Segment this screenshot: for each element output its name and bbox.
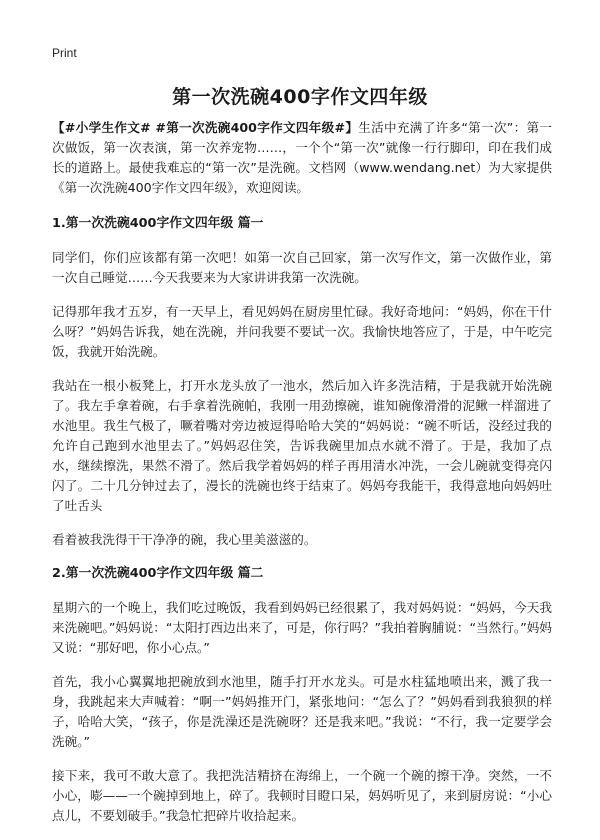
- intro-paragraph: [52, 118, 552, 198]
- section-paragraph: 首先，我小心翼翼地把碗放到水池里，随手打开水龙头。可是水柱猛地喷出来，溅了我一身，我跳起来大声喊着：“啊一”妈妈推开门，紧张地问：“怎么了？”妈妈看到我狼狈的样子，哈哈大笑，“孩子，你是洗澡还是洗碗呀？还是我来吧。”我说：“不行，我一定要学会洗碗。”: [52, 674, 552, 749]
- section-heading: 2.第一次洗碗400字作文四年级 篇二: [52, 566, 264, 581]
- section-paragraph: 我站在一根小板凳上，打开水龙头放了一池水，然后加入许多洗洁精，于是我就开始洗碗了。我左手拿着碗，右手拿着洗碗帕，我刚一用劲擦碗，谁知碗像滑滑的泥鳅一样溜进了水池里。我生气极了，噘着嘴对旁边被逗得哈哈大笑的“妈妈说：“碗不听话，没经过我的允许自己跑到水池里去了。”妈妈忍住笑，告诉我碗里加点水就不滑了。于是，我加了点水，继续擦洗，果然不滑了。然后我学着妈妈的样子再用清水冲洗，一会儿碗就变得亮闪闪了。二十几分钟过去了，漫长的洗碗也终于结束了。妈妈夸我能干，我得意地向妈妈吐了吐舌头: [52, 378, 552, 513]
- page-title: 第一次洗碗400字作文四年级: [172, 86, 428, 108]
- section-paragraph: 星期六的一个晚上，我们吃过晚饭，我看到妈妈已经很累了，我对妈妈说：“妈妈，今天我来洗碗吧。”妈妈说：“太阳打西边出来了，可是，你行吗？”我拍着胸脯说：“当然行。”妈妈又说：“那好吧，你小心点。”: [52, 600, 552, 655]
- section-heading: 1.第一次洗碗400字作文四年级 篇一: [52, 216, 264, 231]
- section-2: [52, 564, 552, 826]
- intro-text: 生活中充满了许多“第一次”：第一次做饭，第一次表演，第一次养宠物……，一个个“第一次”就像一行行脚印，印在我们成长的道路上。最使我难忘的“第一次”是洗碗。文档网（www.wendang.net）为大家提供《第一次洗碗400字作文四年级》，欢迎阅读。: [52, 120, 552, 195]
- section-paragraph: 同学们，你们应该都有第一次吧！如第一次自己回家，第一次写作文，第一次做作业，第一次自己睡觉……今天我要来为大家讲讲我第一次洗碗。: [52, 250, 552, 285]
- section-paragraph: 看着被我洗得干干净净的碗，我心里美滋滋的。: [52, 532, 317, 547]
- section-paragraph: 记得那年我才五岁，有一天早上，看见妈妈在厨房里忙碌。我好奇地问：“妈妈，你在干什么呀？”妈妈告诉我，她在洗碗，并问我要不要试一次。我愉快地答应了，于是，中午吃完饭，我就开始洗碗。: [52, 304, 552, 359]
- section-1: [52, 214, 552, 550]
- article-body: [52, 118, 552, 840]
- print-link[interactable]: Print: [52, 46, 77, 60]
- section-paragraph: 接下来，我可不敢大意了。我把洗洁精挤在海绵上，一个碗一个碗的擦干净。突然，一不小心，嘭——一个碗掉到地上，碎了。我顿时目瞪口呆，妈妈听见了，来到厨房说：“小心点儿，不要划破手。”我急忙把碎片收拾起来。: [52, 768, 552, 823]
- intro-tags[interactable]: 【#小学生作文# #第一次洗碗400字作文四年级#】: [52, 120, 359, 135]
